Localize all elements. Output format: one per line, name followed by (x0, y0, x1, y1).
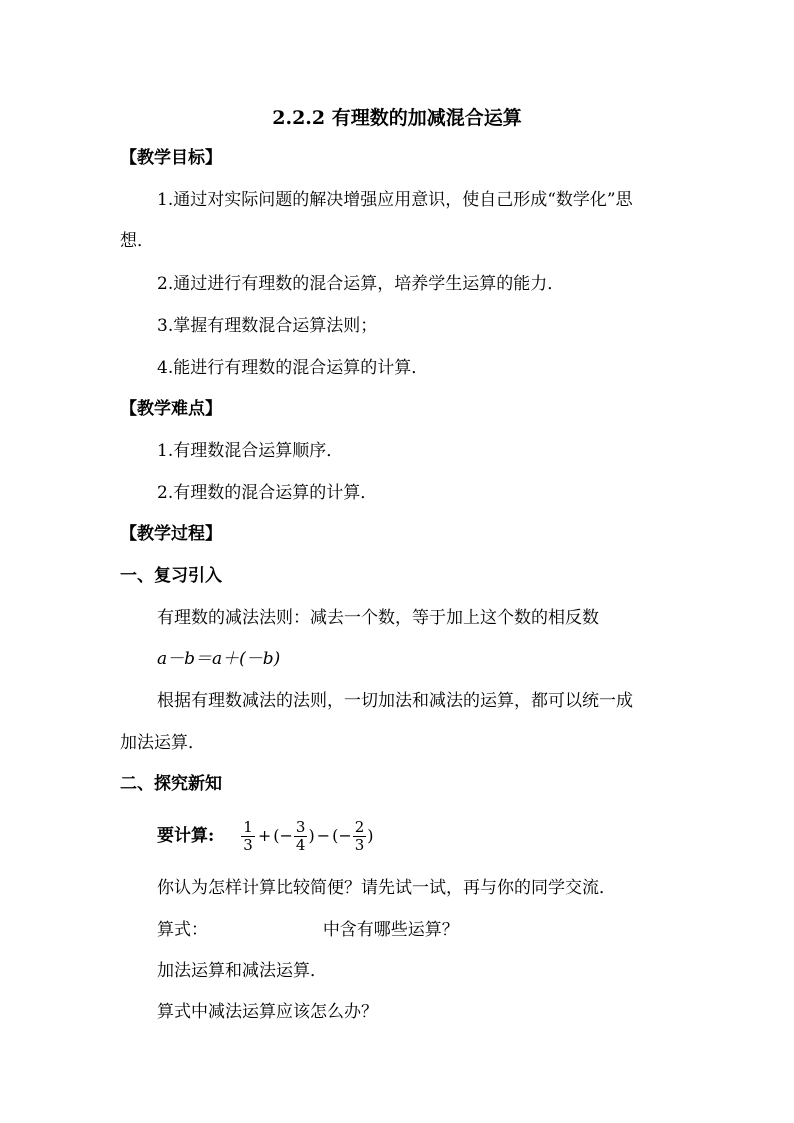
page-title: 2.2.2 有理数的加减混合运算 (272, 107, 522, 129)
section-explore-heading: 二、探究新知 (120, 774, 222, 794)
open-paren-minus-2: (− (332, 826, 352, 845)
calc-formula (240, 819, 373, 854)
explain-line-1: 根据有理数减法的法则，一切加法和减法的运算，都可以统一成 (157, 691, 633, 711)
close-paren-1: ) (308, 826, 315, 845)
fraction-3 (353, 819, 367, 854)
fraction-1-denominator: 3 (243, 835, 253, 854)
process-heading: 【教学过程】 (120, 524, 222, 544)
goal-item-3: 3.掌握有理数混合运算法则； (157, 316, 378, 336)
difficulty-item-2: 2.有理数的混合运算的计算． (157, 483, 378, 503)
question-2-suffix: 中含有哪些运算？ (322, 920, 459, 940)
goals-heading: 【教学目标】 (120, 148, 222, 168)
goal-item-1-cont: 想． (120, 231, 154, 251)
difficulties-heading: 【教学难点】 (120, 399, 222, 419)
answer-2: 加法运算和减法运算． (157, 961, 327, 981)
section-review-heading: 一、复习引入 (120, 566, 222, 586)
difficulty-item-1: 1.有理数混合运算顺序． (157, 441, 344, 461)
explain-line-2: 加法运算． (120, 733, 205, 753)
open-paren-minus-1: (− (273, 826, 293, 845)
subtraction-rule: 有理数的减法法则：减去一个数，等于加上这个数的相反数 (157, 608, 599, 628)
question-1: 你认为怎样计算比较简便？请先试一试，再与你的同学交流． (157, 878, 616, 898)
goal-item-4: 4.能进行有理数的混合运算的计算． (157, 358, 429, 378)
fraction-3-denominator: 3 (354, 835, 365, 854)
fraction-2 (294, 819, 308, 854)
fraction-2-numerator: 3 (295, 817, 306, 836)
question-3: 算式中减法运算应该怎么办？ (157, 1002, 378, 1022)
question-2-prefix: 算式： (157, 920, 208, 940)
goal-item-2: 2.通过进行有理数的混合运算，培养学生运算的能力． (157, 274, 565, 294)
minus-sign: − (316, 826, 331, 845)
question-2 (157, 918, 794, 942)
calc-expression-row (157, 814, 794, 858)
fraction-3-numerator: 2 (354, 817, 365, 836)
calc-label: 要计算: (157, 826, 215, 846)
fraction-1-numerator: 1 (243, 817, 253, 836)
subtraction-formula: a－b＝a＋(－b) (157, 649, 281, 669)
fraction-1 (241, 819, 255, 854)
close-paren-2: ) (367, 826, 374, 845)
fraction-2-denominator: 4 (295, 835, 306, 854)
plus-sign: + (257, 826, 272, 845)
goal-item-1: 1.通过对实际问题的解决增强应用意识，使自己形成“数学化”思 (157, 190, 633, 210)
